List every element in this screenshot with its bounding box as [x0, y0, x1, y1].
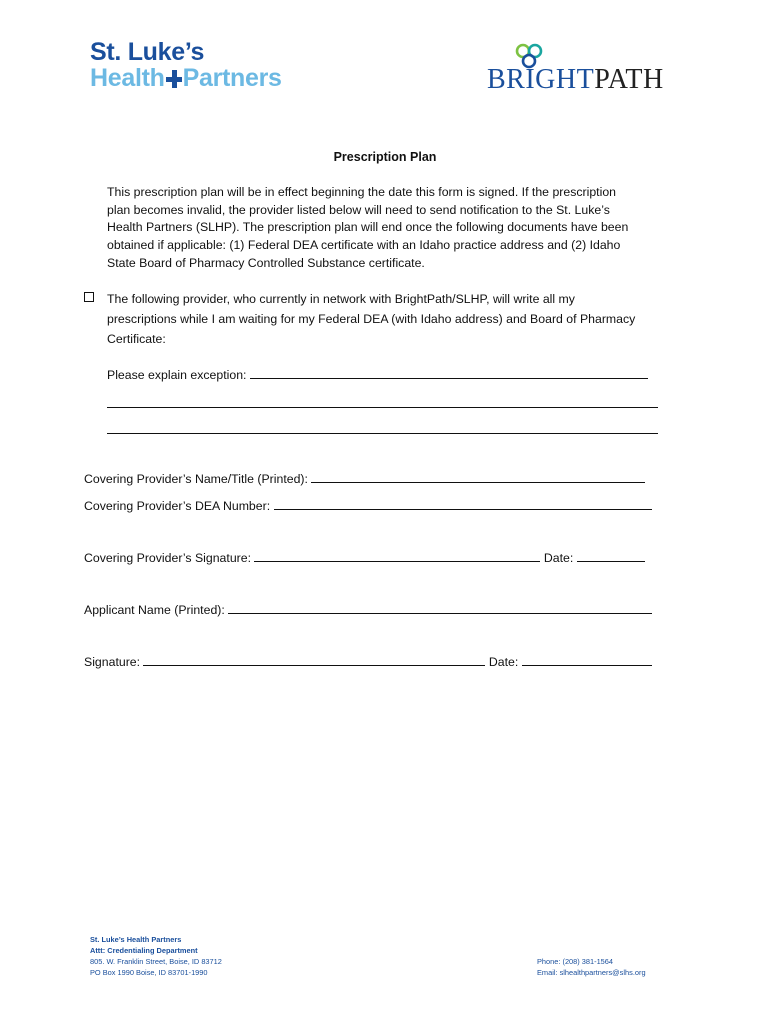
footer-address-line1: 805. W. Franklin Street, Boise, ID 83712 [90, 957, 222, 966]
intro-line: plan becomes invalid, the provider listed below will need to send notification to the St. Luke’s [107, 202, 610, 217]
provider-date-input-line[interactable] [577, 550, 645, 562]
provider-name-label: Covering Provider’s Name/Title (Printed): [84, 472, 308, 486]
footer-phone: Phone: (208) 381-1564 [537, 957, 614, 966]
applicant-date-label: Date: [488, 655, 519, 669]
intro-line: This prescription plan will be in effect beginning the date this form is signed. If the prescription [107, 185, 616, 199]
provider-signature-row [84, 550, 645, 565]
footer-org: St. Luke’s Health Partners [90, 935, 182, 944]
provider-signature-input-line[interactable] [254, 550, 540, 562]
intro-line: Health Partners (SLHP). The prescription plan will end once the following documents have been [107, 220, 629, 235]
dea-number-row [84, 498, 652, 513]
exception-input-line[interactable] [250, 367, 648, 379]
provider-name-row [84, 471, 645, 486]
dea-number-input-line[interactable] [274, 498, 652, 510]
logo-health-text: Health [90, 64, 165, 92]
checkbox-line: The following provider, who currently in network with BrightPath/SLHP, will write all my [107, 292, 575, 306]
footer-contact [537, 956, 646, 978]
footer-address [90, 934, 222, 978]
exception-input-line-3[interactable] [107, 422, 658, 434]
checkbox-line: Certificate: [107, 332, 166, 346]
applicant-name-label: Applicant Name (Printed): [84, 603, 225, 617]
applicant-name-input-line[interactable] [228, 602, 652, 614]
applicant-signature-label: Signature: [84, 655, 141, 669]
footer-email: Email: slhealthpartners@slhs.org [537, 968, 646, 977]
exception-row [107, 367, 648, 382]
exception-input-line-2[interactable] [107, 396, 658, 408]
page-title: Prescription Plan [333, 150, 437, 164]
intro-line: obtained if applicable: (1) Federal DEA certificate with an Idaho practice address and (2) Idaho [107, 238, 621, 253]
applicant-signature-row [84, 654, 652, 669]
intro-line: State Board of Pharmacy Controlled Substance certificate. [107, 255, 425, 270]
checkbox-line: prescriptions while I am waiting for my Federal DEA (with Idaho address) and Board of Pharmacy [107, 312, 636, 326]
logo-path: PATH [594, 64, 664, 95]
applicant-date-input-line[interactable] [522, 654, 652, 666]
applicant-signature-input-line[interactable] [143, 654, 485, 666]
provider-date-label: Date: [543, 551, 574, 565]
provider-name-input-line[interactable] [311, 471, 645, 483]
exception-label: Please explain exception: [107, 368, 247, 382]
brightpath-logo-text [487, 64, 664, 96]
logo-bright: BRIGHT [487, 64, 595, 95]
cross-icon [166, 68, 182, 90]
dea-number-label: Covering Provider’s DEA Number: [84, 499, 271, 513]
provider-signature-label: Covering Provider’s Signature: [84, 551, 252, 565]
st-lukes-logo-line2 [90, 64, 282, 93]
provider-checkbox[interactable] [84, 292, 94, 302]
footer-address-line2: PO Box 1990 Boise, ID 83701-1990 [90, 968, 208, 977]
st-lukes-logo-line1: St. Luke’s [90, 38, 205, 66]
footer-attn: Attt: Credentialing Department [90, 946, 198, 955]
applicant-name-row [84, 602, 652, 617]
checkbox-statement [107, 289, 635, 349]
intro-paragraph [107, 184, 628, 273]
logo-partners-text: Partners [182, 64, 282, 92]
